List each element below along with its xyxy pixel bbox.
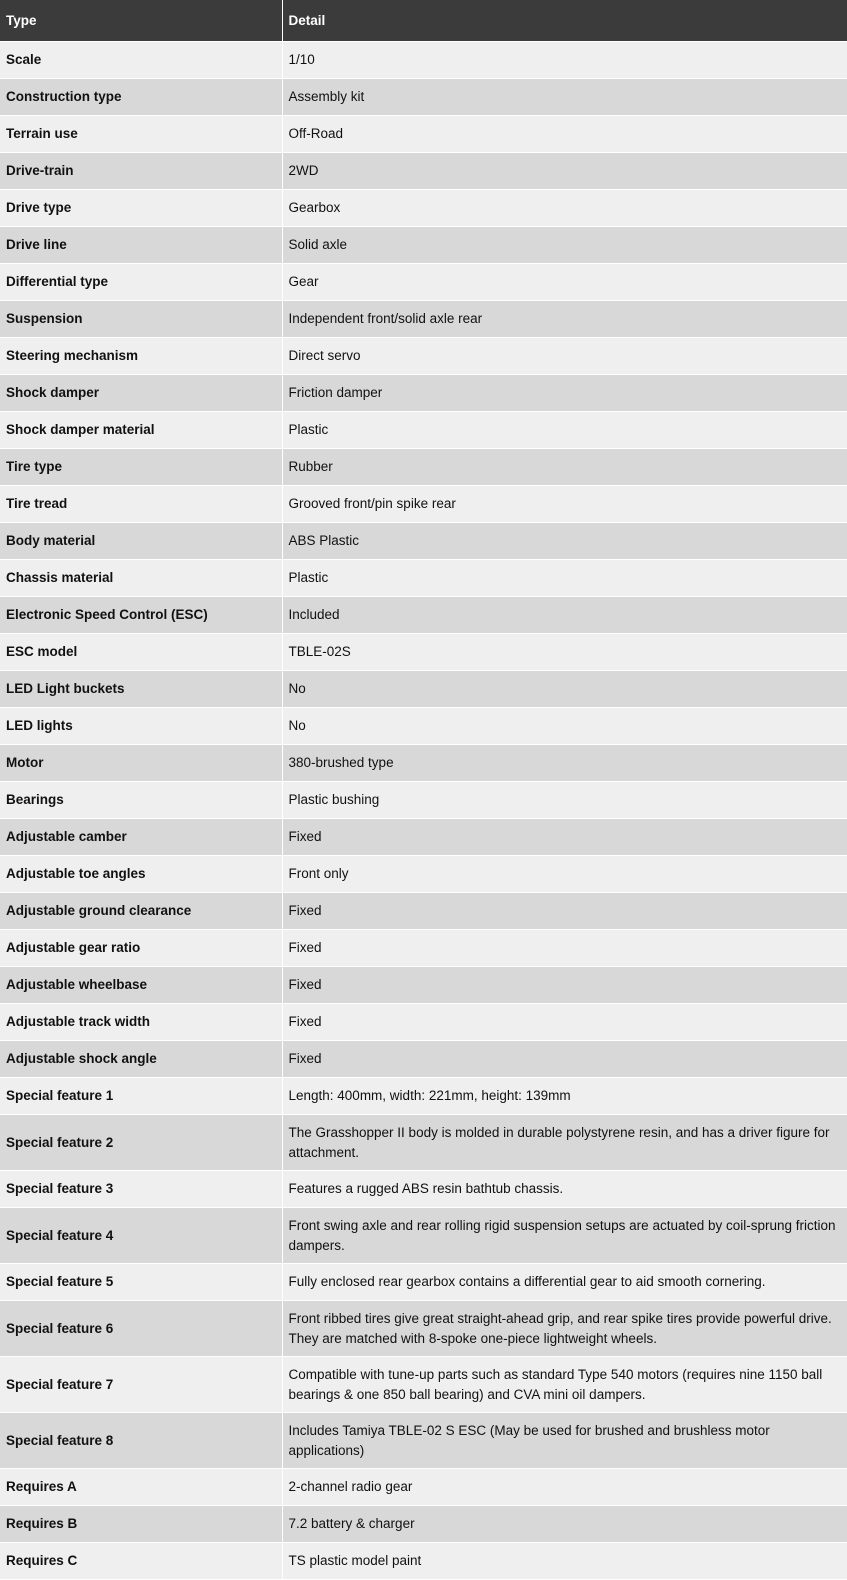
row-type-cell: Special feature 6 bbox=[0, 1301, 282, 1357]
row-detail-cell: Fixed bbox=[282, 930, 847, 967]
table-row bbox=[0, 1078, 847, 1115]
table-row bbox=[0, 745, 847, 782]
row-type-cell: Tire type bbox=[0, 449, 282, 486]
row-type-cell: Requires C bbox=[0, 1543, 282, 1580]
row-detail-cell: ABS Plastic bbox=[282, 523, 847, 560]
table-row bbox=[0, 375, 847, 412]
row-detail-cell: The Grasshopper II body is molded in durable polystyrene resin, and has a driver figure for attachment. bbox=[282, 1115, 847, 1171]
row-detail-cell: Friction damper bbox=[282, 375, 847, 412]
row-detail-cell: 2WD bbox=[282, 153, 847, 190]
row-type-cell: Terrain use bbox=[0, 116, 282, 153]
spec-table-body bbox=[0, 42, 847, 1580]
row-type-cell: Adjustable camber bbox=[0, 819, 282, 856]
row-detail-cell: Fixed bbox=[282, 819, 847, 856]
row-detail-cell: Fixed bbox=[282, 1041, 847, 1078]
row-type-cell: Scale bbox=[0, 42, 282, 79]
row-type-cell: Adjustable gear ratio bbox=[0, 930, 282, 967]
table-row bbox=[0, 1171, 847, 1208]
row-detail-cell: Included bbox=[282, 597, 847, 634]
row-detail-cell: 1/10 bbox=[282, 42, 847, 79]
row-detail-cell: Fixed bbox=[282, 893, 847, 930]
table-row bbox=[0, 227, 847, 264]
row-type-cell: Requires B bbox=[0, 1506, 282, 1543]
row-type-cell: Adjustable ground clearance bbox=[0, 893, 282, 930]
table-row bbox=[0, 190, 847, 227]
header-detail: Detail bbox=[282, 0, 847, 42]
table-row bbox=[0, 1004, 847, 1041]
spec-table-header bbox=[0, 0, 847, 42]
table-row bbox=[0, 634, 847, 671]
row-type-cell: Adjustable track width bbox=[0, 1004, 282, 1041]
row-type-cell: Special feature 1 bbox=[0, 1078, 282, 1115]
row-detail-cell: Off-Road bbox=[282, 116, 847, 153]
table-row bbox=[0, 79, 847, 116]
table-row bbox=[0, 930, 847, 967]
row-type-cell: Bearings bbox=[0, 782, 282, 819]
table-row bbox=[0, 338, 847, 375]
table-row bbox=[0, 264, 847, 301]
row-detail-cell: No bbox=[282, 708, 847, 745]
row-detail-cell: Gear bbox=[282, 264, 847, 301]
row-detail-cell: TBLE-02S bbox=[282, 634, 847, 671]
table-row bbox=[0, 856, 847, 893]
table-row bbox=[0, 486, 847, 523]
row-detail-cell: Assembly kit bbox=[282, 79, 847, 116]
table-row bbox=[0, 1506, 847, 1543]
table-row bbox=[0, 1208, 847, 1264]
row-detail-cell: Plastic bushing bbox=[282, 782, 847, 819]
row-detail-cell: Gearbox bbox=[282, 190, 847, 227]
row-detail-cell: Front only bbox=[282, 856, 847, 893]
table-row bbox=[0, 893, 847, 930]
row-type-cell: Special feature 5 bbox=[0, 1264, 282, 1301]
row-type-cell: Differential type bbox=[0, 264, 282, 301]
row-type-cell: Tire tread bbox=[0, 486, 282, 523]
table-row bbox=[0, 301, 847, 338]
row-type-cell: Adjustable wheelbase bbox=[0, 967, 282, 1004]
row-detail-cell: Fixed bbox=[282, 967, 847, 1004]
row-type-cell: Adjustable shock angle bbox=[0, 1041, 282, 1078]
row-type-cell: Requires A bbox=[0, 1469, 282, 1506]
row-detail-cell: Plastic bbox=[282, 560, 847, 597]
row-type-cell: Drive type bbox=[0, 190, 282, 227]
table-row bbox=[0, 449, 847, 486]
row-type-cell: Suspension bbox=[0, 301, 282, 338]
row-type-cell: LED lights bbox=[0, 708, 282, 745]
row-type-cell: Shock damper material bbox=[0, 412, 282, 449]
table-row bbox=[0, 1413, 847, 1469]
row-type-cell: Drive-train bbox=[0, 153, 282, 190]
table-row bbox=[0, 597, 847, 634]
table-row bbox=[0, 1041, 847, 1078]
row-detail-cell: TS plastic model paint bbox=[282, 1543, 847, 1580]
row-type-cell: Motor bbox=[0, 745, 282, 782]
row-type-cell: Special feature 2 bbox=[0, 1115, 282, 1171]
header-row bbox=[0, 0, 847, 42]
table-row bbox=[0, 560, 847, 597]
row-type-cell: Special feature 7 bbox=[0, 1357, 282, 1413]
table-row bbox=[0, 708, 847, 745]
table-row bbox=[0, 412, 847, 449]
row-detail-cell: Fully enclosed rear gearbox contains a differential gear to aid smooth cornering. bbox=[282, 1264, 847, 1301]
row-type-cell: Special feature 8 bbox=[0, 1413, 282, 1469]
row-type-cell: Construction type bbox=[0, 79, 282, 116]
table-row bbox=[0, 1301, 847, 1357]
table-row bbox=[0, 1543, 847, 1580]
row-type-cell: Electronic Speed Control (ESC) bbox=[0, 597, 282, 634]
table-row bbox=[0, 1469, 847, 1506]
table-row bbox=[0, 523, 847, 560]
table-row bbox=[0, 671, 847, 708]
row-type-cell: Special feature 3 bbox=[0, 1171, 282, 1208]
row-detail-cell: Features a rugged ABS resin bathtub chassis. bbox=[282, 1171, 847, 1208]
row-detail-cell: Independent front/solid axle rear bbox=[282, 301, 847, 338]
row-detail-cell: Grooved front/pin spike rear bbox=[282, 486, 847, 523]
row-detail-cell: No bbox=[282, 671, 847, 708]
row-type-cell: Steering mechanism bbox=[0, 338, 282, 375]
row-detail-cell: 380-brushed type bbox=[282, 745, 847, 782]
row-detail-cell: Direct servo bbox=[282, 338, 847, 375]
row-type-cell: ESC model bbox=[0, 634, 282, 671]
row-detail-cell: 2-channel radio gear bbox=[282, 1469, 847, 1506]
row-type-cell: Special feature 4 bbox=[0, 1208, 282, 1264]
row-detail-cell: Rubber bbox=[282, 449, 847, 486]
table-row bbox=[0, 1115, 847, 1171]
table-row bbox=[0, 116, 847, 153]
row-detail-cell: Solid axle bbox=[282, 227, 847, 264]
row-detail-cell: Front ribbed tires give great straight-ahead grip, and rear spike tires provide powerful drive. They are matched with 8-spoke one-piece lightweight wheels. bbox=[282, 1301, 847, 1357]
row-type-cell: LED Light buckets bbox=[0, 671, 282, 708]
table-row bbox=[0, 153, 847, 190]
table-row bbox=[0, 42, 847, 79]
row-detail-cell: 7.2 battery & charger bbox=[282, 1506, 847, 1543]
row-type-cell: Adjustable toe angles bbox=[0, 856, 282, 893]
table-row bbox=[0, 782, 847, 819]
row-type-cell: Shock damper bbox=[0, 375, 282, 412]
row-type-cell: Chassis material bbox=[0, 560, 282, 597]
row-detail-cell: Includes Tamiya TBLE-02 S ESC (May be used for brushed and brushless motor applications) bbox=[282, 1413, 847, 1469]
row-detail-cell: Length: 400mm, width: 221mm, height: 139mm bbox=[282, 1078, 847, 1115]
row-detail-cell: Plastic bbox=[282, 412, 847, 449]
header-type: Type bbox=[0, 0, 282, 42]
table-row bbox=[0, 1264, 847, 1301]
row-type-cell: Drive line bbox=[0, 227, 282, 264]
row-detail-cell: Compatible with tune-up parts such as standard Type 540 motors (requires nine 1150 ball bearings & one 850 ball bearing) and CVA mini oil dampers. bbox=[282, 1357, 847, 1413]
row-detail-cell: Fixed bbox=[282, 1004, 847, 1041]
row-detail-cell: Front swing axle and rear rolling rigid suspension setups are actuated by coil-sprung friction dampers. bbox=[282, 1208, 847, 1264]
row-type-cell: Body material bbox=[0, 523, 282, 560]
table-row bbox=[0, 819, 847, 856]
table-row bbox=[0, 1357, 847, 1413]
table-row bbox=[0, 967, 847, 1004]
